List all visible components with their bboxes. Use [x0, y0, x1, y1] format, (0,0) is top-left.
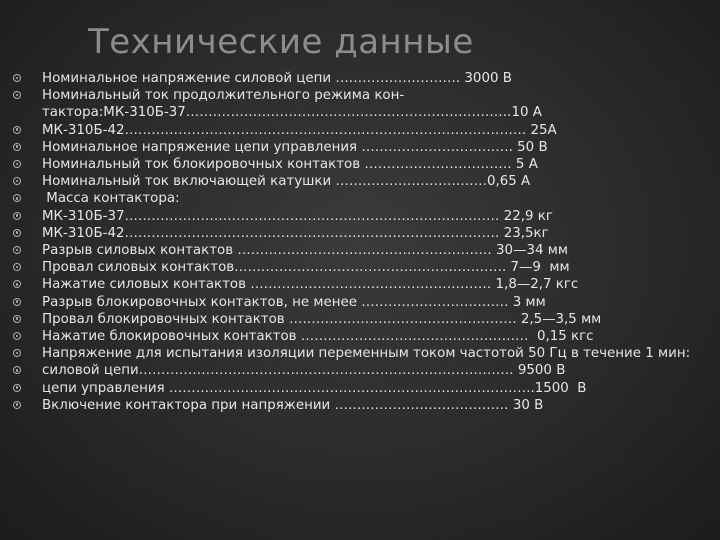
spec-text: Включение контактора при напряжении ………………………………… 30 В: [42, 397, 544, 413]
spec-text: МК-310Б-37………………………………………………………………………… 22,9 кг: [42, 208, 553, 224]
spec-item: [0, 311, 720, 328]
spec-item: [0, 208, 720, 225]
spec-item: [0, 190, 720, 207]
spec-text: Разрыв силовых контактов ………………………………………………… 30—34 мм: [42, 243, 568, 259]
spec-text: Нажатие блокировочных контактов …………………………………………… 0,15 кгс: [42, 329, 594, 345]
bullet-icon: [13, 349, 21, 357]
bullet-icon: [13, 126, 21, 134]
spec-item: [0, 173, 720, 190]
spec-text: Номинальный ток продолжительного режима кон-тактора:МК-310Б-37……………………………………………………………….10 А: [42, 88, 542, 121]
spec-item: [0, 345, 720, 362]
bullet-icon: [13, 212, 21, 220]
spec-text: Номинальный ток включающей катушки ……………………….……0,65 А: [42, 174, 531, 190]
spec-text: Разрыв блокировочных контактов, не менее …………………………… 3 мм: [42, 294, 546, 310]
spec-text: Номинальное напряжение силовой цепи ………………………. 3000 В: [42, 71, 512, 86]
spec-item: [0, 276, 720, 293]
spec-text: Номинальный ток блокировочных контактов …………………………… 5 А: [42, 157, 538, 173]
spec-item: [0, 139, 720, 156]
spec-text: цепи управления ……………………………………………………………………….1500 В: [42, 380, 587, 396]
bullet-icon: [13, 194, 21, 202]
spec-item: [0, 380, 720, 397]
bullet-icon: [13, 177, 21, 185]
bullet-icon: [13, 280, 21, 288]
spec-item: [0, 397, 720, 414]
bullet-icon: [13, 366, 21, 374]
spec-text: Напряжение для испытания изоляции переменным током частотой 50 Гц в течение 1 мин:: [42, 346, 691, 362]
bullet-icon: [13, 229, 21, 237]
spec-text: Нажатие силовых контактов ……………………………………………… 1,8—2,7 кгс: [42, 277, 579, 293]
spec-list: [0, 70, 720, 414]
spec-item: [0, 362, 720, 379]
spec-item: [0, 294, 720, 311]
spec-text: Провал силовых контактов……………………………………………………. 7—9 мм: [42, 260, 570, 276]
spec-item: [0, 122, 720, 139]
spec-text: МК-310Б-42……………………………………………………………………………… 25А: [42, 122, 557, 138]
bullet-icon: [13, 143, 21, 151]
bullet-icon: [13, 246, 21, 254]
bullet-icon: [13, 74, 21, 82]
bullet-icon: [13, 401, 21, 409]
bullet-icon: [13, 384, 21, 392]
spec-text: Масса контактора:: [42, 191, 180, 207]
bullet-icon: [13, 315, 21, 323]
bullet-icon: [13, 263, 21, 271]
spec-item: [0, 259, 720, 276]
spec-item: [0, 242, 720, 259]
spec-item: [0, 70, 720, 87]
bullet-icon: [13, 298, 21, 306]
slide-title: Технические данные: [88, 22, 474, 62]
spec-item: [0, 225, 720, 242]
spec-text: Номинальное напряжение цепи управления ……………………………. 50 В: [42, 139, 548, 155]
spec-item: [0, 156, 720, 173]
bullet-icon: [13, 160, 21, 168]
bullet-icon: [13, 91, 21, 99]
bullet-icon: [13, 332, 21, 340]
spec-text: силовой цепи………………………………………………………………………… 9500 В: [42, 363, 566, 379]
spec-item: [0, 87, 720, 121]
spec-text: Провал блокировочных контактов …………………………………………… 2,5—3,5 мм: [42, 311, 602, 327]
spec-item: [0, 328, 720, 345]
spec-text: МК-310Б-42………………………………………………………………………… 23,5кг: [42, 225, 549, 241]
